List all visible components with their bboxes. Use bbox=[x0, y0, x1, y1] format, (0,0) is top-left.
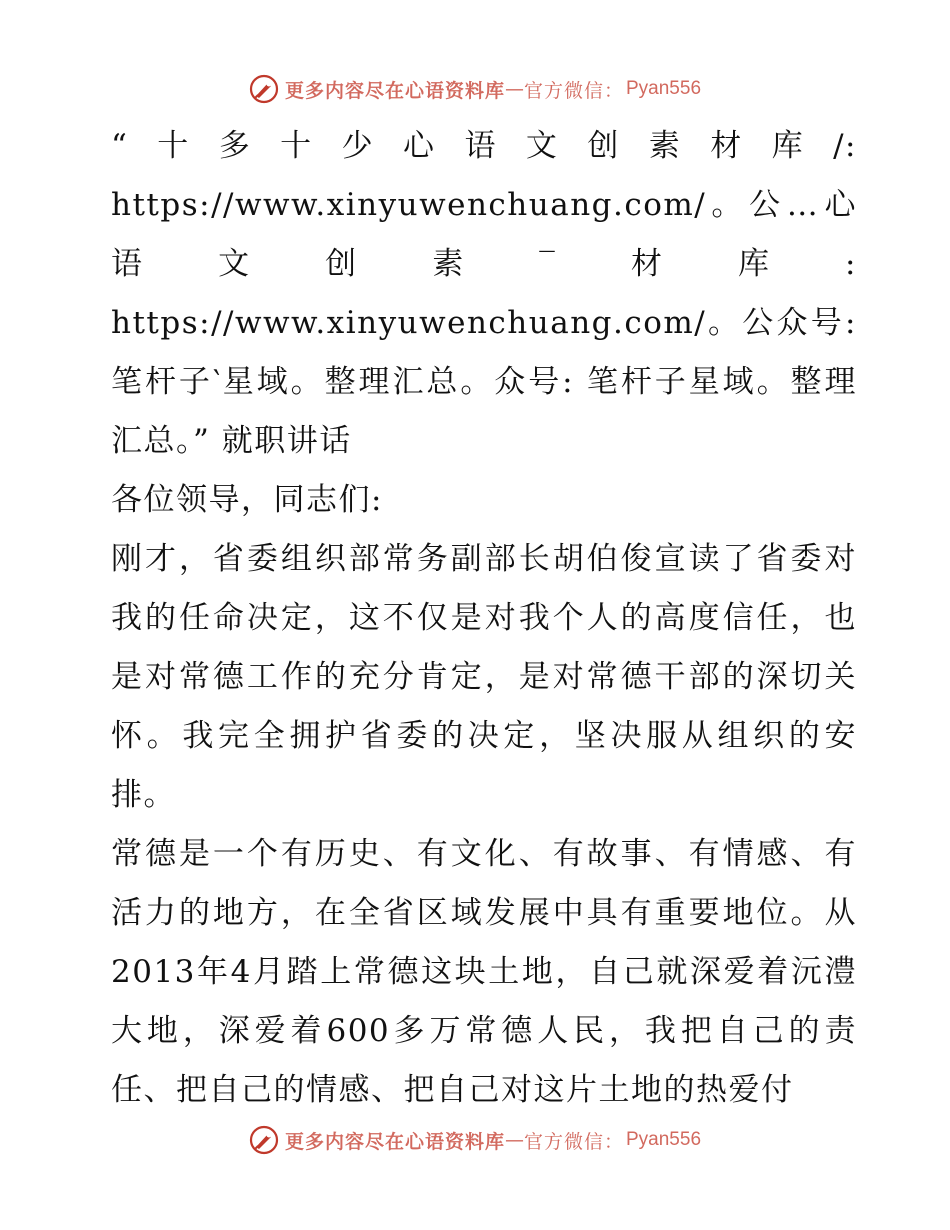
banner-dash: — bbox=[504, 1129, 524, 1151]
paragraph-1: 刚才，省委组织部常务副部长胡伯俊宣读了省委对我的任命决定，这不仅是对我个人的高度信任，也是对常德工作的充分肯定，是对常德干部的深切关怀。我完全拥护省委的决定，坚决服从组织的安排。 bbox=[111, 541, 857, 813]
banner-wechat-id: Pyan556 bbox=[626, 78, 702, 99]
banner-slogan: 更多内容尽在心语资料库 bbox=[284, 1130, 505, 1153]
pen-nib-logo-icon bbox=[249, 74, 279, 104]
greeting-line: 各位领导，同志们: bbox=[111, 482, 383, 518]
banner-dash: — bbox=[504, 78, 524, 100]
paragraph-2: 常德是一个有历史、有文化、有故事、有情感、有活力的地方，在全省区域发展中具有重要地位。从2013年4月踏上常德这块土地，自己就深爱着沅澧大地，深爱着600多万常德人民，我把自己的责任、把自己的情感、把自己对这片土地的热爱付 bbox=[111, 836, 857, 1108]
header-watermark-banner bbox=[0, 72, 950, 106]
banner-wechat-label: 官方微信： bbox=[523, 1130, 624, 1153]
intro-paragraph: “十多十少心语文创素材库/: https://www.xinyuwenchuang.com/。公…心语文创素‾材库: https://www.xinyuwenchuang.com/。公众号: 笔杆子‵星域。整理汇总。众号: 笔杆子星域。整理汇总。” 就职讲话 bbox=[111, 128, 857, 459]
banner-wechat-id: Pyan556 bbox=[626, 1129, 702, 1150]
footer-watermark-banner bbox=[0, 1123, 950, 1157]
banner-slogan: 更多内容尽在心语资料库 bbox=[284, 79, 505, 102]
document-body bbox=[97, 117, 857, 1120]
pen-nib-logo-icon bbox=[249, 1125, 279, 1155]
banner-wechat-label: 官方微信： bbox=[523, 79, 624, 102]
